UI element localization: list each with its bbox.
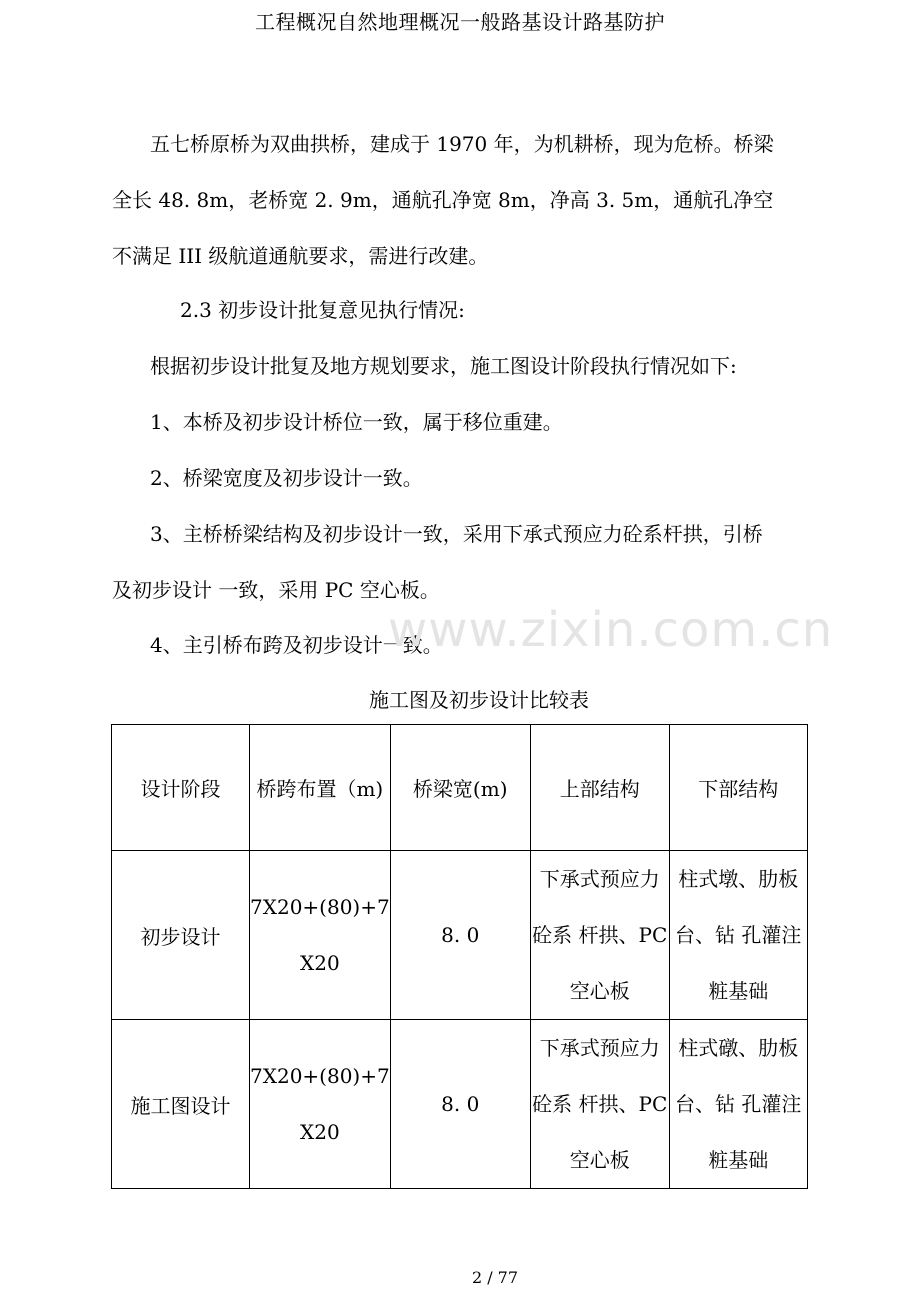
list-item-3	[112, 506, 812, 618]
page-number: 2 / 77	[471, 1268, 519, 1287]
document-title: 工程概况自然地理概况一般路基设计路基防护	[255, 10, 665, 34]
header-cell-lower: 下部结构	[669, 725, 807, 851]
cell-line: 柱式礅、肋板	[678, 1036, 799, 1060]
list-item-4: 4、主引桥布跨及初步设计一致。	[150, 633, 443, 657]
cell-line: 台、钻 孔灌注	[675, 923, 802, 947]
watermark: www.zixin.com.cn	[388, 602, 834, 658]
paragraph-line: 五七桥原桥为双曲拱桥，建成于 1970 年，为机耕桥，现为危桥。桥梁	[150, 132, 774, 156]
table-caption: 施工图及初步设计比较表	[369, 688, 589, 712]
paragraph-line: 不满足 III 级航道通航要求，需进行改建。	[112, 244, 489, 268]
cell-line: 空心板	[569, 979, 630, 1003]
cell-width: 8. 0	[390, 1020, 530, 1189]
cell-line: 粧基础	[708, 1148, 769, 1172]
list-item-line: 3、主桥桥梁结构及初步设计一致，采用下承式预应力砼系杆拱，引桥	[150, 522, 763, 546]
table-row	[112, 1020, 808, 1189]
cell-line: X20	[300, 1120, 340, 1144]
table-row	[112, 851, 808, 1020]
section-heading: 2.3 初步设计批复意见执行情况:	[180, 298, 465, 322]
cell-upper	[530, 1020, 669, 1189]
cell-stage: 施工图设计	[112, 1020, 250, 1189]
bridge-description-paragraph	[112, 116, 812, 284]
header-cell-span: 桥跨布置（m)	[250, 725, 391, 851]
cell-upper	[530, 851, 669, 1020]
cell-span	[250, 851, 391, 1020]
comparison-table	[111, 724, 808, 1189]
cell-line: 砼系 杆拱、PC	[532, 1092, 668, 1116]
cell-line: 下承式预应力	[539, 1036, 660, 1060]
cell-line: 7X20+(80)+7	[250, 1064, 390, 1088]
cell-line: 柱式墩、肋板	[678, 867, 799, 891]
cell-line: 台、钻 孔灌注	[675, 1092, 802, 1116]
paragraph-line: 全长 48. 8m，老桥宽 2. 9m，通航孔净宽 8m，净高 3. 5m，通航孔净空	[112, 188, 774, 212]
list-item-line: 及初步设计 一致，采用 PC 空心板。	[112, 578, 440, 602]
cell-line: 下承式预应力	[539, 867, 660, 891]
cell-line: X20	[300, 951, 340, 975]
cell-line: 空心板	[569, 1148, 630, 1172]
cell-width: 8. 0	[390, 851, 530, 1020]
header-cell-width: 桥梁宽(m)	[390, 725, 530, 851]
list-item-1: 1、本桥及初步设计桥位一致，属于移位重建。	[150, 410, 563, 434]
table-header-row	[112, 725, 808, 851]
cell-lower	[669, 851, 807, 1020]
list-item-2: 2、桥梁宽度及初步设计一致。	[150, 466, 423, 490]
cell-span	[250, 1020, 391, 1189]
cell-line: 粧基础	[708, 979, 769, 1003]
header-cell-stage: 设计阶段	[112, 725, 250, 851]
header-cell-upper: 上部结构	[530, 725, 669, 851]
cell-line: 砼系 杆拱、PC	[532, 923, 668, 947]
cell-lower	[669, 1020, 807, 1189]
cell-line: 7X20+(80)+7	[250, 895, 390, 919]
intro-paragraph: 根据初步设计批复及地方规划要求，施工图设计阶段执行情况如下:	[150, 354, 737, 378]
cell-stage: 初步设计	[112, 851, 250, 1020]
